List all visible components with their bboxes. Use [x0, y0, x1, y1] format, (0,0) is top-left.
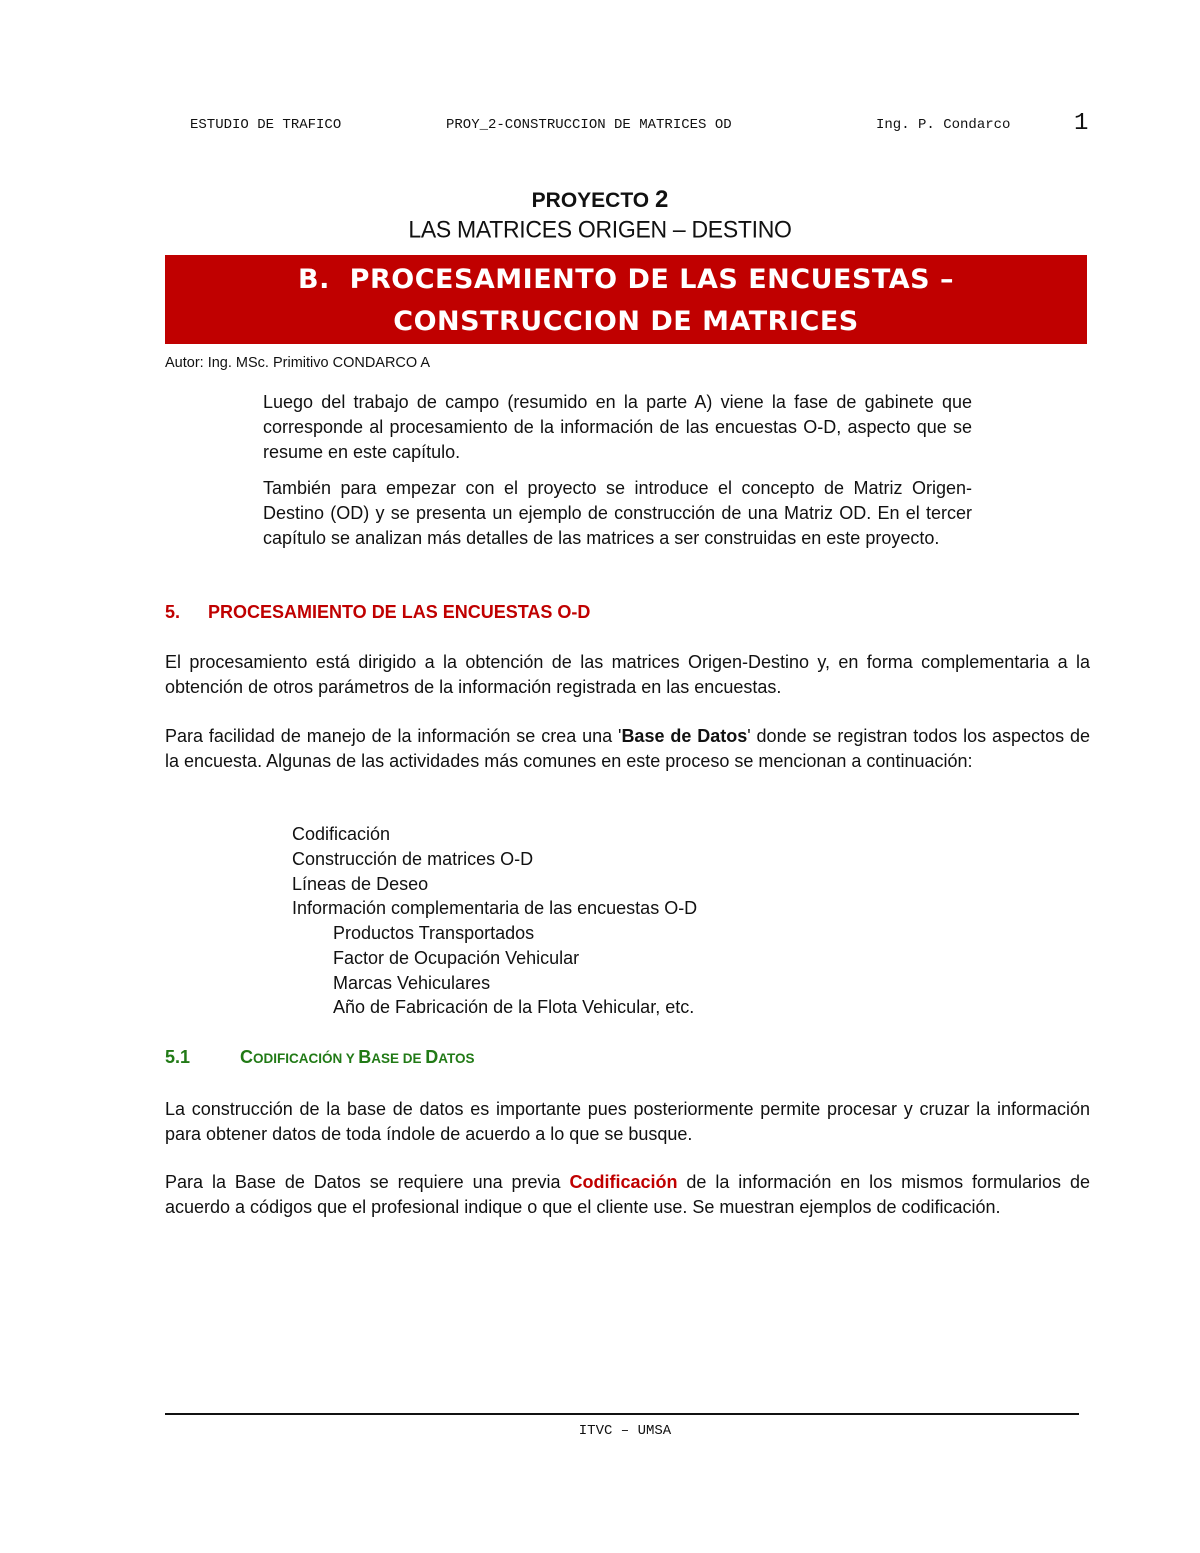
banner-line-1: B. PROCESAMIENTO DE LAS ENCUESTAS –	[298, 264, 954, 295]
heading-smallcaps: ATOS	[438, 1051, 475, 1066]
heading-smallcaps: ASE DE	[371, 1051, 426, 1066]
project-title	[0, 186, 1200, 214]
header-right: Ing. P. Condarco	[876, 117, 1011, 133]
footer-divider	[165, 1413, 1079, 1415]
highlight-term: Codificación	[569, 1172, 678, 1192]
section-5-1-number: 5.1	[165, 1047, 191, 1067]
section-5-1-paragraph-2	[165, 1170, 1090, 1220]
section-5-heading	[165, 602, 590, 623]
list-item: Año de Fabricación de la Flota Vehicular, etc.	[333, 997, 695, 1018]
page-subtitle: LAS MATRICES ORIGEN – DESTINO	[408, 215, 792, 243]
project-label: PROYECTO	[531, 189, 650, 212]
list-item: Productos Transportados	[333, 923, 535, 943]
page-number: 1	[1074, 110, 1089, 137]
heading-initial: C	[240, 1047, 253, 1067]
p-text-before: Para la Base de Datos se requiere una previa	[165, 1172, 570, 1192]
heading-smallcaps: ODIFICACIÓN Y	[253, 1051, 359, 1066]
header-center: PROY_2-CONSTRUCCION DE MATRICES OD	[446, 117, 732, 133]
p-text-after: de la información en los mismos formularios de acuerdo a códigos que el profesional indique o que el cliente use. Se muestran ejemplos de codificación.	[165, 1172, 1090, 1217]
banner-line-2: CONSTRUCCION DE MATRICES	[393, 306, 859, 337]
subactivities-list	[333, 921, 694, 1020]
p2-text-before: Para facilidad de manejo de la información se crea una '	[165, 726, 622, 746]
list-item: Marcas Vehiculares	[333, 972, 491, 993]
section-banner	[165, 255, 1087, 344]
section-5-paragraph-2	[165, 724, 1090, 774]
section-5-paragraph-1: El procesamiento está dirigido a la obtención de las matrices Origen-Destino y, en forma complementaria a la obtención de otros parámetros de la información registrada en las encuestas.	[165, 652, 1090, 697]
list-item: Construcción de matrices O-D	[292, 848, 534, 869]
heading-initial: B	[358, 1047, 372, 1067]
author-line: Autor: Ing. MSc. Primitivo CONDARCO A	[165, 355, 431, 371]
heading-initial: D	[425, 1047, 439, 1067]
list-item: Codificación	[292, 824, 391, 844]
project-number: 2	[654, 186, 669, 213]
footer-text: ITVC – UMSA	[578, 1423, 672, 1439]
intro-paragraph-2: También para empezar con el proyecto se introduce el concepto de Matriz Origen-Destino (OD) y se presenta un ejemplo de construcción de una Matriz OD. En el tercer capítulo se analizan más detalles de las matrices a ser construidas en este proyecto.	[263, 478, 972, 548]
p2-bold-term: Base de Datos	[621, 726, 748, 746]
list-item: Información complementaria de las encuestas O-D	[292, 898, 698, 919]
p2-text-after: ' donde se registran todos los aspectos de la encuesta. Algunas de las actividades más comunes en este proceso se mencionan a continuación:	[165, 726, 1090, 771]
section-5-1-heading	[165, 1047, 475, 1068]
section-5-1-paragraph-1: La construcción de la base de datos es importante pues posteriormente permite procesar y cruzar la información para obtener datos de toda índole de acuerdo a lo que se busque.	[165, 1099, 1090, 1144]
activities-list	[292, 822, 697, 921]
section-5-number: 5.	[165, 602, 181, 622]
list-item: Líneas de Deseo	[292, 873, 429, 894]
header-left: ESTUDIO DE TRAFICO	[190, 117, 342, 133]
section-5-title: PROCESAMIENTO DE LAS ENCUESTAS O-D	[208, 602, 591, 622]
intro-paragraph-1: Luego del trabajo de campo (resumido en la parte A) viene la fase de gabinete que corresponde al procesamiento de la información de las encuestas O-D, aspecto que se resume en este capítulo.	[263, 392, 972, 462]
list-item: Factor de Ocupación Vehicular	[333, 947, 580, 968]
